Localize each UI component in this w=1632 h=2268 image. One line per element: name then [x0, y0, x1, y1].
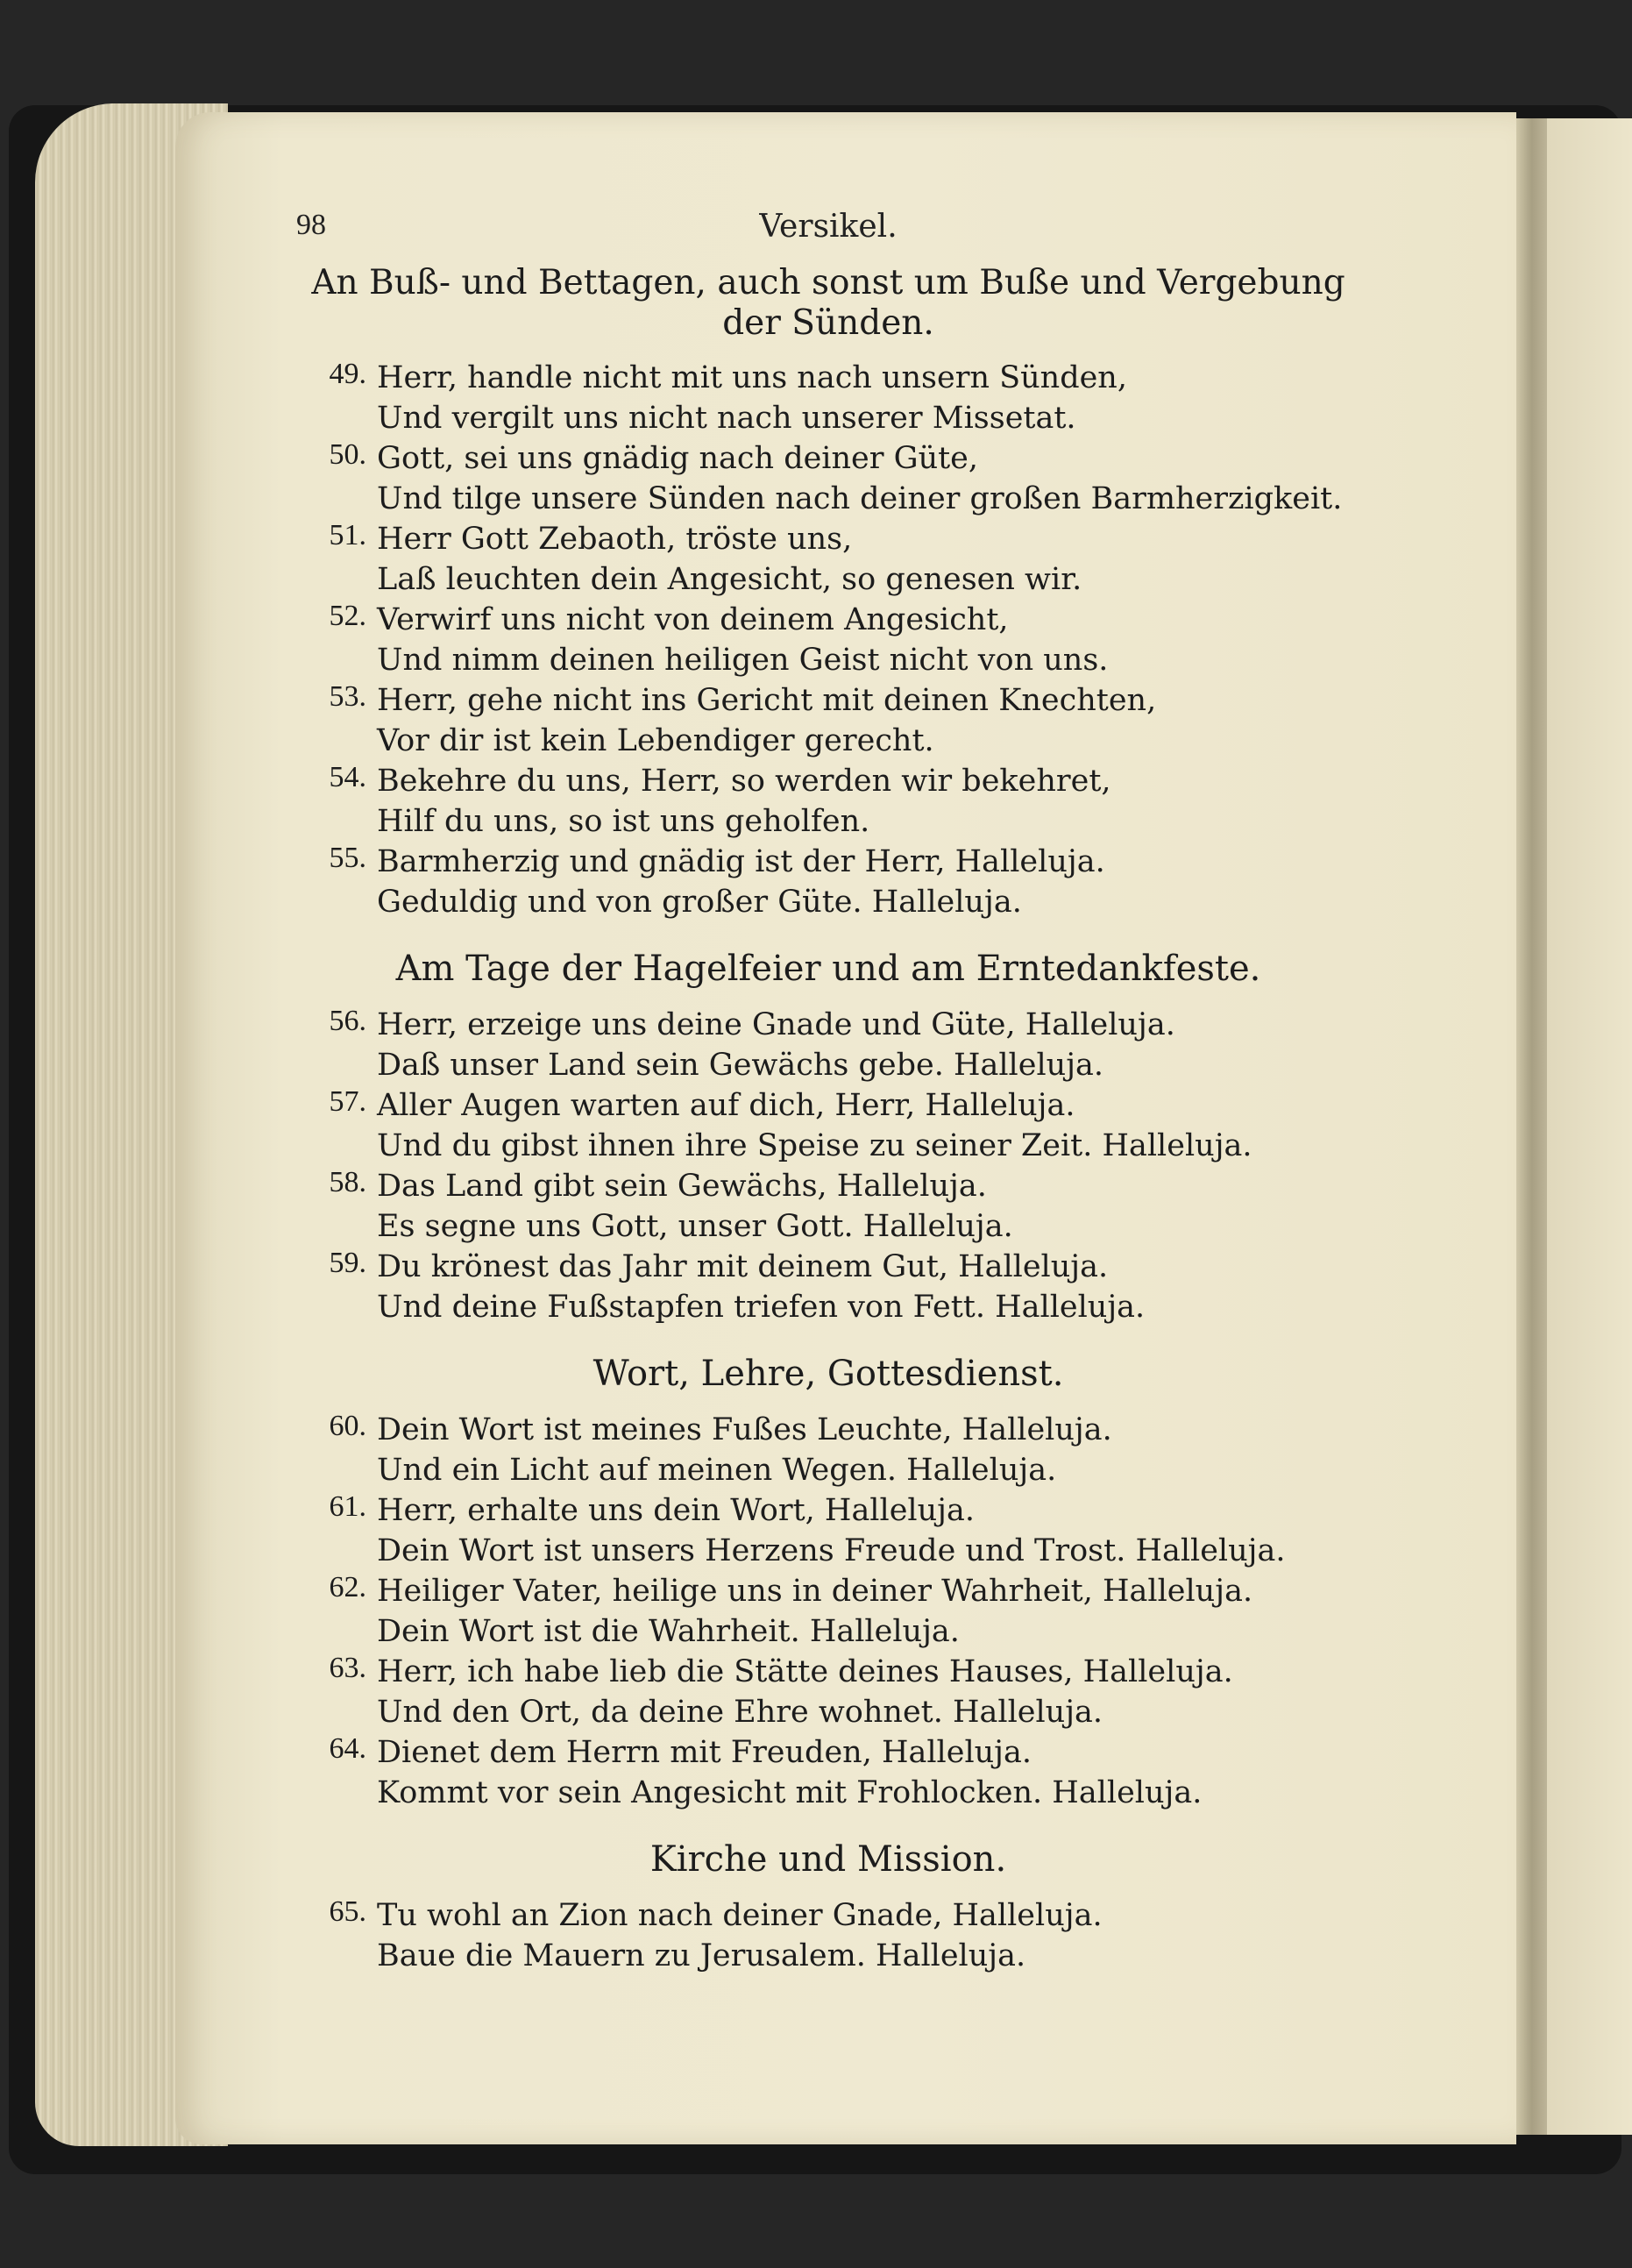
verse-line: Herr, ich habe lieb die Stätte deines Hauses, Halleluja. [377, 1654, 1233, 1689]
verse [289, 1652, 1367, 1732]
book-gutter [1516, 118, 1547, 2135]
verse-line: Und nimm deinen heiligen Geist nicht von uns. [377, 643, 1109, 678]
section-heading [289, 263, 1367, 344]
section-heading [289, 1839, 1367, 1880]
verse-line: Herr Gott Zebaoth, tröste uns, [377, 522, 853, 557]
verse-line: Bekehre du uns, Herr, so werden wir bekehret, [377, 764, 1111, 799]
verse-number: 51. [329, 519, 366, 551]
verse [289, 1247, 1367, 1327]
verse-line: Baue die Mauern zu Jerusalem. Halleluja. [377, 1938, 1026, 1973]
verse-line: Dein Wort ist meines Fußes Leuchte, Halleluja. [377, 1412, 1112, 1447]
verse-line: Das Land gibt sein Gewächs, Halleluja. [377, 1169, 987, 1204]
section-buss-und-bettagen [289, 263, 1367, 922]
verse [289, 1085, 1367, 1166]
verse-line: Aller Augen warten auf dich, Herr, Halleluja. [377, 1088, 1075, 1123]
verse-line: Heiliger Vater, heilige uns in deiner Wahrheit, Halleluja. [377, 1574, 1253, 1609]
heading-line: Wort, Lehre, Gottesdienst. [592, 1354, 1064, 1394]
verse-line: Und vergilt uns nicht nach unserer Missetat. [377, 401, 1076, 436]
heading-line: Kirche und Mission. [649, 1839, 1007, 1880]
page-number: 98 [296, 209, 326, 241]
verse-line: Gott, sei uns gnädig nach deiner Güte, [377, 441, 979, 476]
verse-line: Herr, erzeige uns deine Gnade und Güte, Halleluja. [377, 1007, 1175, 1042]
verse [289, 358, 1367, 438]
verse-line: Und du gibst ihnen ihre Speise zu seiner Zeit. Halleluja. [377, 1128, 1252, 1163]
verse-line: Du krönest das Jahr mit deinem Gut, Halleluja. [377, 1249, 1109, 1284]
verse-line: Barmherzig und gnädig ist der Herr, Halleluja. [377, 844, 1105, 879]
verse [289, 1166, 1367, 1247]
verse [289, 600, 1367, 680]
heading-line: Am Tage der Hagelfeier und am Erntedankfeste. [395, 949, 1261, 989]
heading-line: der Sünden. [722, 303, 934, 343]
verse-line: Daß unser Land sein Gewächs gebe. Halleluja. [377, 1048, 1104, 1083]
section-kirche-und-mission [289, 1839, 1367, 1976]
verse-number: 54. [329, 761, 366, 793]
verse-number: 58. [329, 1166, 366, 1198]
verse [289, 680, 1367, 761]
verse [289, 1571, 1367, 1652]
verse-line: Es segne uns Gott, unser Gott. Halleluja. [377, 1209, 1013, 1244]
verse-number: 61. [329, 1490, 366, 1523]
running-title: Versikel. [759, 209, 898, 245]
verse-number: 52. [329, 600, 366, 632]
section-hagelfeier-erntedankfest [289, 949, 1367, 1327]
verse-number: 50. [329, 438, 366, 471]
verse-line: Und tilge unsere Sünden nach deiner großen Barmherzigkeit. [377, 481, 1343, 516]
verse-line: Herr, erhalte uns dein Wort, Halleluja. [377, 1493, 975, 1528]
verse [289, 761, 1367, 842]
section-heading [289, 1354, 1367, 1394]
verse-number: 53. [329, 680, 366, 713]
verse [289, 1490, 1367, 1571]
verse-line: Dein Wort ist unsers Herzens Freude und Trost. Halleluja. [377, 1533, 1286, 1568]
verse-number: 55. [329, 842, 366, 874]
verse-line: Verwirf uns nicht von deinem Angesicht, [377, 602, 1009, 637]
verse-number: 57. [329, 1085, 366, 1118]
facing-page [1547, 118, 1632, 2135]
verse [289, 842, 1367, 922]
verse-line: Herr, gehe nicht ins Gericht mit deinen Knechten, [377, 683, 1157, 718]
verse [289, 1732, 1367, 1813]
verse-line: Tu wohl an Zion nach deiner Gnade, Halleluja. [377, 1898, 1103, 1933]
verse-line: Geduldig und von großer Güte. Halleluja. [377, 885, 1022, 920]
verse [289, 438, 1367, 519]
verse-line: Und den Ort, da deine Ehre wohnet. Halleluja. [377, 1695, 1103, 1730]
verse [289, 519, 1367, 600]
verse-number: 64. [329, 1732, 366, 1765]
verse-line: Kommt vor sein Angesicht mit Frohlocken. Halleluja. [377, 1775, 1203, 1810]
verse [289, 1895, 1367, 1976]
verse-number: 62. [329, 1571, 366, 1603]
verse-line: Laß leuchten dein Angesicht, so genesen wir. [377, 562, 1082, 597]
verse-line: Herr, handle nicht mit uns nach unsern Sünden, [377, 360, 1127, 395]
verse [289, 1005, 1367, 1085]
verse-line: Und ein Licht auf meinen Wegen. Halleluja. [377, 1453, 1057, 1488]
verse-number: 63. [329, 1652, 366, 1684]
verse-number: 49. [329, 358, 366, 390]
verse-number: 60. [329, 1410, 366, 1442]
page-header [289, 209, 1367, 252]
page-content [289, 263, 1367, 1976]
verse-number: 56. [329, 1005, 366, 1037]
verse-line: Dein Wort ist die Wahrheit. Halleluja. [377, 1614, 960, 1649]
section-wort-lehre-gottesdienst [289, 1354, 1367, 1813]
verse-number: 59. [329, 1247, 366, 1279]
verse-number: 65. [329, 1895, 366, 1928]
verse-line: Hilf du uns, so ist uns geholfen. [377, 804, 870, 839]
heading-line: An Buß- und Bettagen, auch sonst um Buße und Vergebung [311, 263, 1345, 302]
verse-line: Vor dir ist kein Lebendiger gerecht. [377, 723, 934, 758]
verse-line: Und deine Fußstapfen triefen von Fett. Halleluja. [377, 1290, 1146, 1325]
verse-line: Dienet dem Herrn mit Freuden, Halleluja. [377, 1735, 1032, 1770]
verse [289, 1410, 1367, 1490]
section-heading [289, 949, 1367, 989]
